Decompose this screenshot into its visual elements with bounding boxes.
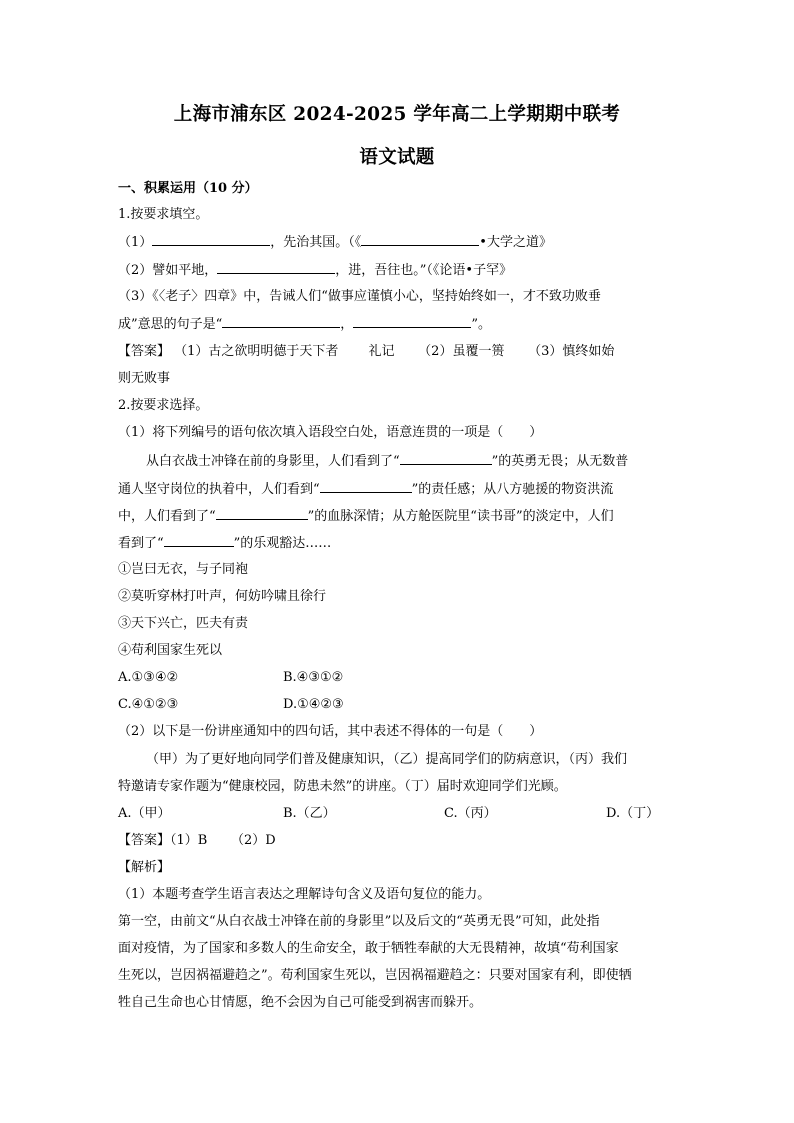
passage-line-3: 中，人们看到了“ ”的血脉深情；从方舱医院里“读书哥”的淡定中，人们 bbox=[118, 509, 614, 524]
option-c: C.④①②③ bbox=[118, 697, 179, 712]
passage-line-4: 看到了“ ”的乐观豁达…… bbox=[118, 536, 332, 551]
answer-blank bbox=[152, 233, 270, 246]
option-b: B.（乙） bbox=[283, 806, 336, 821]
answer-blank bbox=[361, 233, 479, 246]
answer-blank bbox=[353, 315, 471, 328]
passage-line-2: 通人坚守岗位的执着中，人们看到“ ”的责任感；从八方驰援的物资洪流 bbox=[118, 482, 614, 497]
passage-line-1: 从白衣战士冲锋在前的身影里，人们看到了“ ”的英勇无畏；从无数普 bbox=[146, 454, 629, 469]
analysis-heading: 【解析】 bbox=[118, 860, 171, 875]
analysis-line: 牲自己生命也心甘情愿，绝不会因为自己可能受到祸害而躲开。 bbox=[118, 995, 483, 1010]
q1-answer: 【答案】 （1）古之欲明明德于天下者 礼记 （2）虽覆一篑 （3）慎终如始 bbox=[118, 344, 615, 359]
option-b: B.④③①② bbox=[283, 670, 344, 685]
q1-line-4: 成”意思的句子是“ ， ”。 bbox=[118, 317, 491, 332]
analysis-line: （1）本题考查学生语言表达之理解诗句含义及语句复位的能力。 bbox=[118, 887, 491, 902]
q1-line-2: （2）譬如平地， ，进，吾往也。”（《论语•子罕》 bbox=[118, 263, 513, 278]
page-subtitle: 语文试题 bbox=[359, 147, 435, 168]
option-d: D.①④②③ bbox=[283, 697, 344, 712]
notice-line-1: （甲）为了更好地向同学们普及健康知识，（乙）提高同学们的防病意识，（丙）我们 bbox=[146, 752, 628, 767]
q2-sub2: （2）以下是一份讲座通知中的四句话，其中表述不得体的一句是（ ） bbox=[118, 724, 543, 739]
answer-blank bbox=[222, 315, 340, 328]
answer-blank bbox=[400, 452, 492, 465]
option-d: D.（丁） bbox=[606, 806, 660, 821]
option-a: A.（甲） bbox=[118, 806, 171, 821]
q2-sub1: （1）将下列编号的语句依次填入语段空白处，语意连贯的一项是（ ） bbox=[118, 425, 543, 440]
section-heading: 一、积累运用（10 分） bbox=[118, 181, 258, 196]
notice-line-2: 特邀请专家作题为“健康校园，防患未然”的讲座。（丁）届时欢迎同学们光顾。 bbox=[118, 779, 567, 794]
list-item: ④苟利国家生死以 bbox=[118, 643, 223, 658]
analysis-line: 生死以，岂因祸福避趋之”。苟利国家生死以，岂因祸福避趋之：只要对国家有利，即使牺 bbox=[118, 968, 632, 983]
answer-blank bbox=[217, 261, 335, 274]
q1-line-1: （1） ，先治其国。（《 •大学之道》 bbox=[118, 235, 552, 250]
option-c: C.（丙） bbox=[444, 806, 497, 821]
list-item: ①岂曰无衣，与子同袍 bbox=[118, 562, 249, 577]
answer-blank bbox=[216, 507, 308, 520]
q1-stem: 1.按要求填空。 bbox=[118, 207, 209, 222]
q1-line-3: （3）《〈老子〉四章》中，告诫人们“做事应谨慎小心，坚持始终如一，才不致功败垂 bbox=[118, 289, 601, 304]
page-title: 上海市浦东区 2024-2025 学年高二上学期期中联考 bbox=[173, 104, 621, 125]
q2-answer: 【答案】（1）B （2）D bbox=[118, 833, 276, 848]
q1-answer-cont: 则无败事 bbox=[118, 371, 171, 386]
answer-blank bbox=[164, 534, 234, 547]
analysis-line: 面对疫情，为了国家和多数人的生命安全，敢于牺牲奉献的大无畏精神，故填“苟利国家 bbox=[118, 941, 619, 956]
option-a: A.①③④② bbox=[118, 670, 179, 685]
q2-stem: 2.按要求选择。 bbox=[118, 398, 209, 413]
list-item: ②莫听穿林打叶声，何妨吟啸且徐行 bbox=[118, 589, 327, 604]
list-item: ③天下兴亡，匹夫有责 bbox=[118, 616, 249, 631]
answer-blank bbox=[320, 480, 412, 493]
analysis-line: 第一空，由前文“从白衣战士冲锋在前的身影里”以及后文的“英勇无畏”可知，此处指 bbox=[118, 914, 600, 929]
